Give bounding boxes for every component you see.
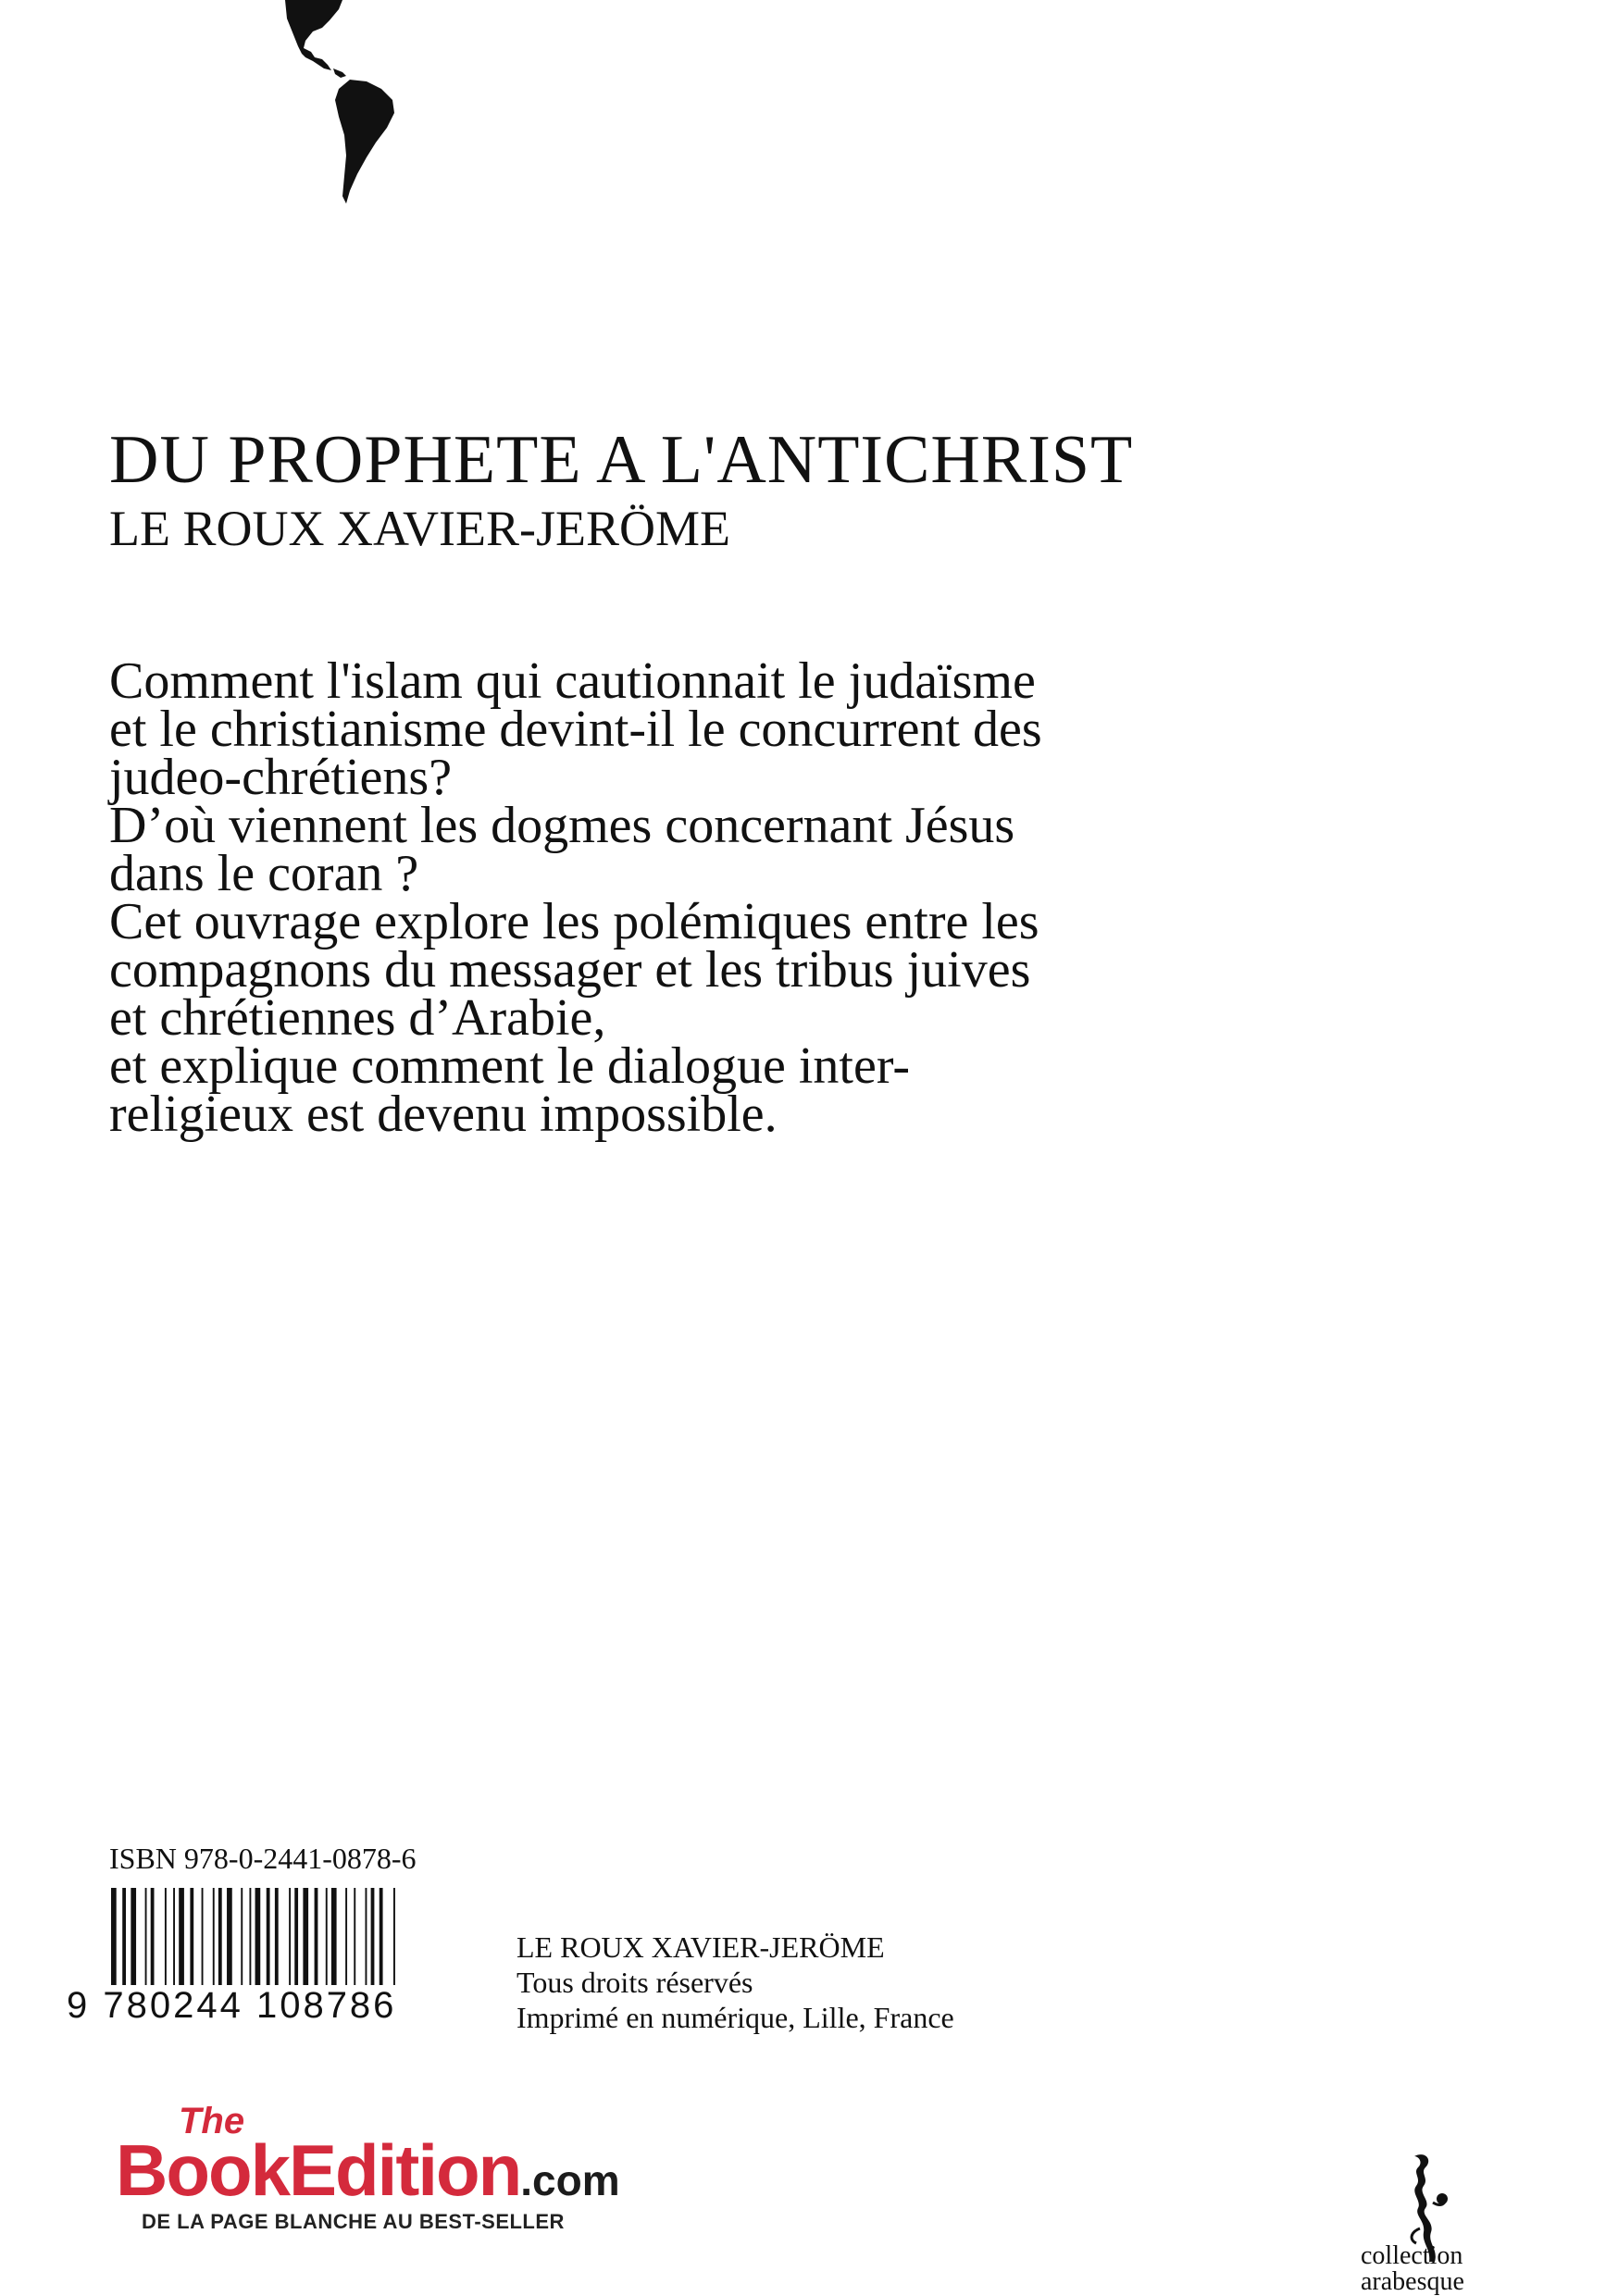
imprint-block	[517, 1930, 954, 2035]
collection-line1: collection	[1361, 2241, 1463, 2270]
imprint-rights: Tous droits réservés	[517, 1966, 753, 1999]
logo-brand-name: BookEdition	[116, 2129, 521, 2211]
logo-the: The	[179, 2101, 245, 2141]
isbn-label: ISBN 978-0-2441-0878-6	[109, 1842, 417, 1875]
imprint-author: LE ROUX XAVIER-JERÖME	[517, 1930, 885, 1964]
blurb-line: compagnons du messager et les tribus juives	[109, 941, 1031, 999]
logo-tagline: DE LA PAGE BLANCHE AU BEST-SELLER	[142, 2210, 565, 2233]
blurb-line: Cet ouvrage explore les polémiques entre les	[109, 893, 1039, 950]
imprint-printed: Imprimé en numérique, Lille, France	[517, 2001, 954, 2034]
bookedition-logo	[116, 2101, 671, 2233]
blurb-line: et explique comment le dialogue inter-	[109, 1037, 911, 1095]
blurb-line: D’où viennent les dogmes concernant Jésus	[109, 797, 1015, 854]
blurb-line: judeo-chrétiens?	[109, 749, 453, 806]
blurb-line: et le christianisme devint-il le concurrent des	[109, 701, 1042, 758]
back-cover-blurb	[109, 652, 1238, 1143]
collection-label	[1361, 2243, 1464, 2295]
blurb-line: religieux est devenu impossible.	[109, 1086, 778, 1143]
blurb-line: dans le coran ?	[109, 845, 419, 902]
book-title: DU PROPHETE A L'ANTICHRIST	[109, 421, 1134, 498]
collection-line2: arabesque	[1361, 2267, 1464, 2296]
barcode-number: 9 780244 108786	[67, 1985, 397, 2026]
blurb-line: Comment l'islam qui cautionnait le judaïsme	[109, 652, 1036, 710]
logo-brand	[116, 2128, 620, 2213]
world-map-americas-image	[278, 0, 444, 213]
barcode-digits	[65, 1985, 472, 2027]
book-author: LE ROUX XAVIER-JERÖME	[109, 501, 730, 556]
blurb-line: et chrétiennes d’Arabie,	[109, 989, 606, 1047]
logo-domain: .com	[520, 2156, 620, 2204]
